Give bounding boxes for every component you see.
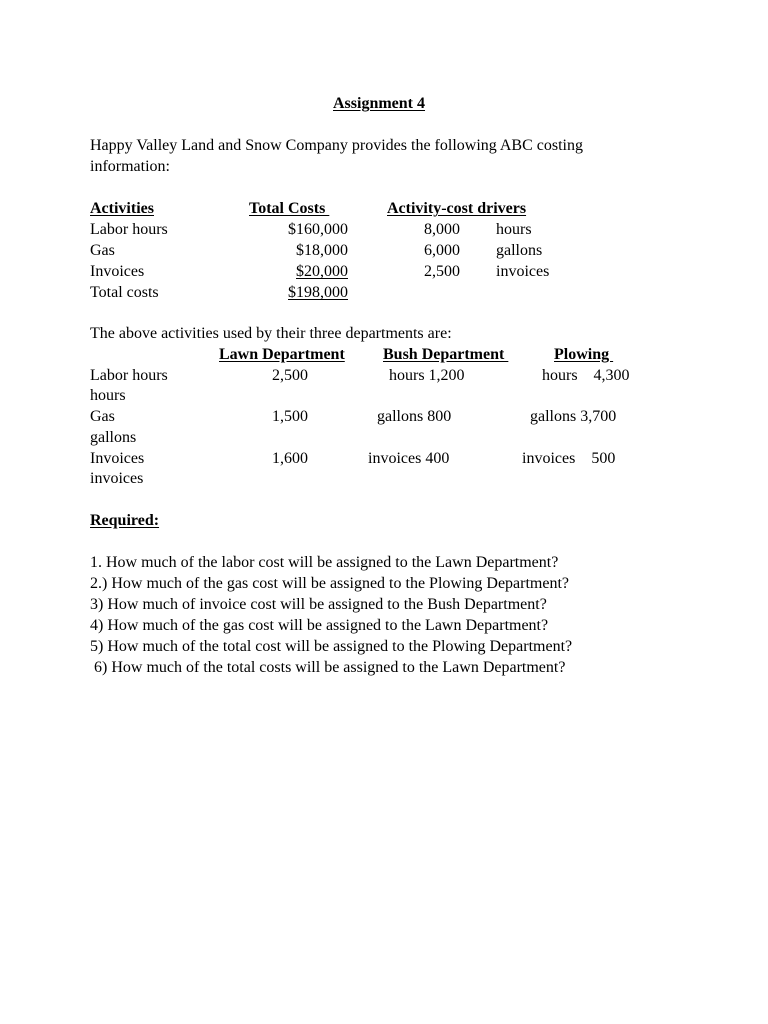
- total-cost-value: $18,000: [296, 242, 348, 259]
- plowing-value: hours 4,300: [542, 367, 630, 384]
- activity-label: Gas: [90, 242, 115, 259]
- page-title: Assignment 4: [333, 95, 426, 112]
- bush-value: hours 1,200: [389, 367, 465, 384]
- dept-activity-unit-wrap: gallons: [90, 429, 137, 446]
- total-costs-underlined: $198,000: [288, 284, 348, 301]
- dept-activity-unit-wrap: hours: [90, 387, 126, 404]
- driver-quantity: 2,500: [424, 263, 460, 280]
- question-1: 1. How much of the labor cost will be assigned to the Lawn Department?: [90, 554, 559, 571]
- intro-line-2: information:: [90, 158, 170, 175]
- question-5: 5) How much of the total cost will be assigned to the Plowing Department?: [90, 638, 573, 655]
- dept-activity-label: Labor hours: [90, 367, 168, 384]
- lawn-value: 1,600: [272, 450, 308, 467]
- driver-quantity: 8,000: [424, 221, 460, 238]
- header-total-costs: Total Costs: [249, 200, 330, 217]
- lawn-value: 2,500: [272, 367, 308, 384]
- bush-value: gallons 800: [377, 408, 452, 425]
- total-costs-label: Total costs: [90, 284, 159, 301]
- driver-unit: invoices: [496, 263, 550, 280]
- plowing-value: gallons 3,700: [530, 408, 617, 425]
- question-6: 6) How much of the total costs will be assigned to the Lawn Department?: [90, 659, 566, 676]
- header-activities: Activities: [90, 200, 154, 217]
- total-cost-underlined: $20,000: [296, 263, 348, 280]
- total-costs-value: [248, 283, 348, 303]
- total-cost-value: $160,000: [288, 221, 348, 238]
- driver-unit: gallons: [496, 242, 543, 259]
- header-plowing: Plowing: [554, 346, 614, 363]
- intro-line-1: Happy Valley Land and Snow Company provides the following ABC costing: [90, 137, 583, 154]
- required-heading: Required:: [90, 512, 160, 529]
- driver-unit: hours: [496, 221, 532, 238]
- dept-activity-label: Invoices: [90, 450, 145, 467]
- activity-label: Invoices: [90, 263, 145, 280]
- question-4: 4) How much of the gas cost will be assigned to the Lawn Department?: [90, 617, 549, 634]
- question-2: 2.) How much of the gas cost will be assigned to the Plowing Department?: [90, 575, 570, 592]
- dept-activity-unit-wrap: invoices: [90, 470, 144, 487]
- bush-value: invoices 400: [368, 450, 450, 467]
- driver-quantity: 6,000: [424, 242, 460, 259]
- lawn-value: 1,500: [272, 408, 308, 425]
- question-3: 3) How much of invoice cost will be assigned to the Bush Department?: [90, 596, 547, 613]
- plowing-value: invoices 500: [522, 450, 616, 467]
- header-lawn-department: Lawn Department: [219, 346, 345, 363]
- header-bush-department: Bush Department: [383, 346, 509, 363]
- activity-label: Labor hours: [90, 221, 168, 238]
- departments-intro: The above activities used by their three departments are:: [90, 325, 452, 342]
- total-cost-value: [248, 262, 348, 282]
- header-activity-cost-drivers: Activity-cost drivers: [387, 200, 527, 217]
- dept-activity-label: Gas: [90, 408, 115, 425]
